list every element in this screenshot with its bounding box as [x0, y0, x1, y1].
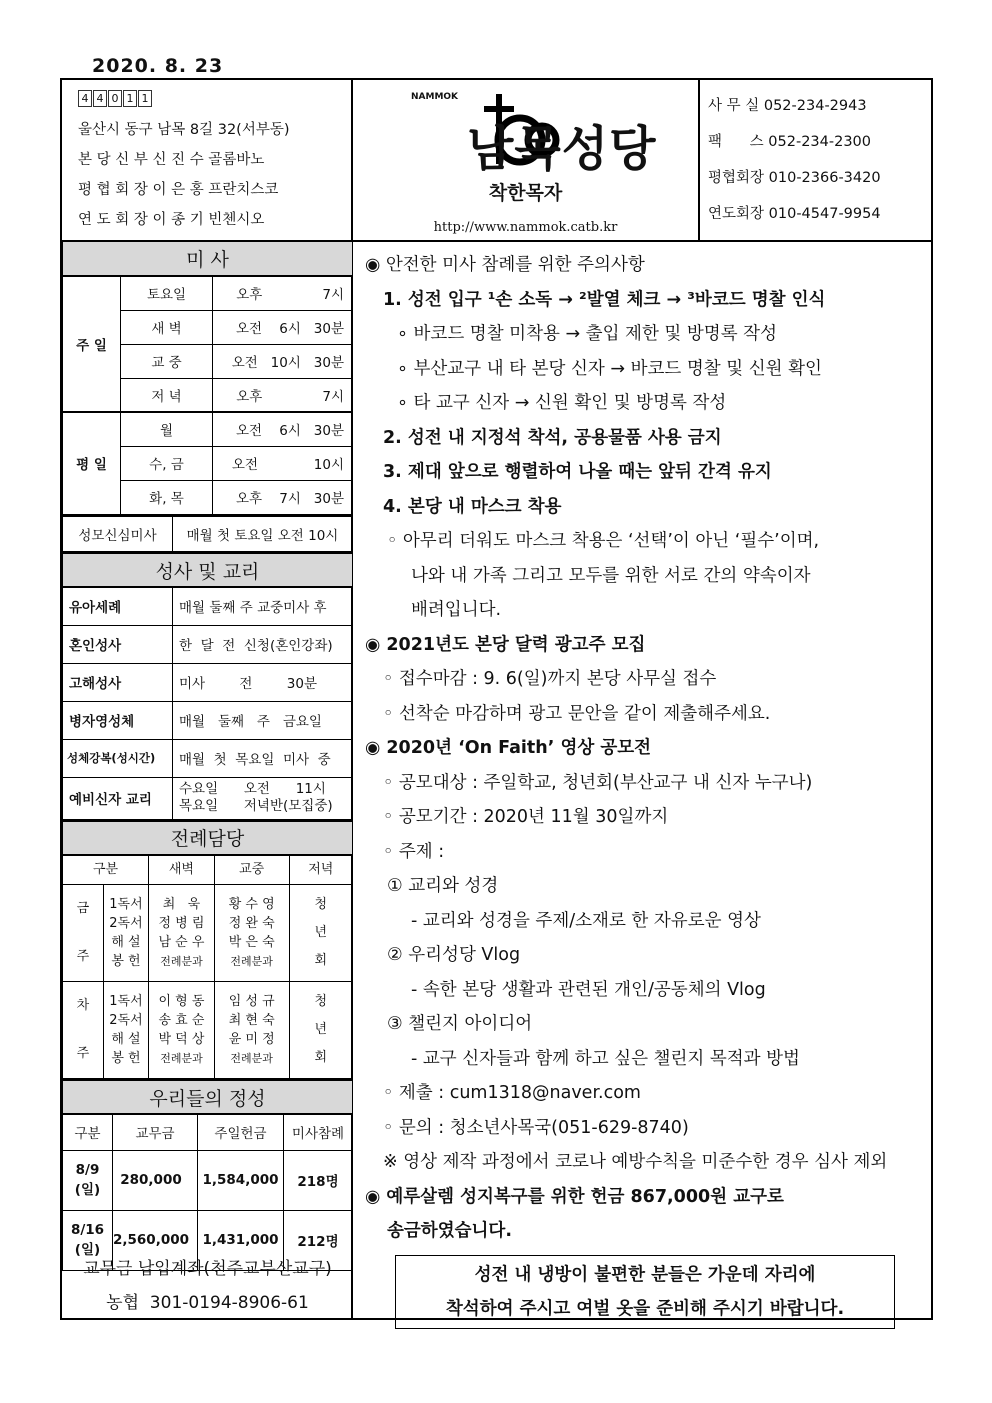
offering-date	[63, 1150, 113, 1210]
zip-digit: 1	[138, 90, 152, 107]
assignee: 회	[314, 1050, 328, 1065]
rite-value: 매월 둘째 주 금요일	[173, 701, 353, 739]
catechumen-line: 목요일 저녁반(모집중)	[179, 798, 333, 814]
assignee: 회	[314, 953, 328, 968]
column-header: 새벽	[149, 855, 215, 885]
table-row	[63, 1114, 353, 1150]
table-row	[63, 701, 353, 739]
church-logo	[371, 88, 681, 177]
contact-value: 052-234-2300	[768, 134, 871, 150]
mass-day: 수, 금	[121, 446, 213, 480]
notice-line: ① 교리와 성경	[387, 876, 499, 896]
mass-day: 월	[121, 412, 213, 446]
account-info	[62, 1252, 353, 1320]
rite-value: 한 달 전 신청(혼인강좌)	[173, 625, 353, 663]
mass-day: 교 중	[121, 344, 213, 378]
week-label	[63, 982, 104, 1079]
mass-time: 오후 7시 30분	[213, 480, 353, 514]
bulletin-date: 2020. 8. 23	[92, 55, 224, 77]
table-row	[63, 663, 353, 701]
notice-line: ◦ 공모기간 : 2020년 11월 30일까지	[383, 807, 669, 827]
contact-list	[698, 80, 931, 240]
address: 울산시 동구 남목 8길 32(서부동)	[78, 122, 290, 138]
notice-line: ∘ 바코드 명찰 미착용 → 출입 제한 및 방명록 작성	[397, 324, 777, 344]
motto: 착한목자	[488, 182, 563, 204]
mass-time: 오전 10시 30분	[213, 344, 353, 378]
notice-line: 송금하였습니다.	[387, 1221, 512, 1241]
mass-time: 오전 6시 30분	[213, 310, 353, 344]
column-header: 구분	[63, 855, 149, 885]
notice-line: - 속한 본당 생활과 관련된 개인/공동체의 Vlog	[411, 979, 766, 1000]
assignee: 황 수 영	[228, 897, 275, 912]
notice-line: ◉ 2021년도 본당 달력 광고주 모집	[365, 634, 646, 655]
week-label-top: 차	[76, 998, 90, 1013]
left-column	[62, 242, 353, 1320]
mass-day: 저 녁	[121, 378, 213, 412]
notice-line: ※ 영상 제작 과정에서 코로나 예방수칙을 미준수한 경우 심사 제외	[383, 1152, 888, 1172]
week-label-bottom: 주	[76, 949, 90, 964]
pastor: 본 당 신 부 신 진 수 골롬바노	[78, 152, 265, 168]
notice-line: ◦ 문의 : 청소년사목국(051-629-8740)	[383, 1117, 689, 1138]
notice-line: ◦ 공모대상 : 주일학교, 청년회(부산교구 내 신자 누구나)	[383, 772, 813, 793]
church-logo-block	[355, 80, 696, 240]
mass-day: 새 벽	[121, 310, 213, 344]
contact-label: 사 무 실	[708, 98, 760, 114]
table-row	[63, 855, 353, 885]
liturgy-title: 전례담당	[63, 821, 353, 855]
account-label: 교무금 납입계좌(천주교부산교구)	[83, 1259, 332, 1279]
sunday-offering: 1,431,000	[198, 1210, 284, 1270]
mass-day: 화, 목	[121, 480, 213, 514]
notice-line: ◦ 선착순 마감하며 광고 문안을 같이 제출해주세요.	[383, 703, 771, 724]
column-header: 구분	[63, 1114, 113, 1150]
notice-line: - 교구 신자들과 함께 하고 싶은 챌린지 목적과 방법	[411, 1048, 800, 1069]
contact-label: 연도회장	[708, 206, 765, 222]
cooling-notice-box	[395, 1255, 895, 1329]
assignee: 년	[314, 925, 328, 940]
attendance: 218명	[284, 1150, 353, 1210]
assignee: 전례분과	[230, 955, 273, 968]
rites-title: 성사 및 교리	[63, 553, 353, 587]
contact-label: 팩 스	[708, 134, 764, 150]
notice-line: 3. 제대 앞으로 행렬하여 나올 때는 앞뒤 간격 유지	[383, 462, 772, 482]
role: 1독서	[109, 994, 143, 1009]
contact-fax	[708, 130, 931, 166]
mass-time: 오후 7시	[213, 378, 353, 412]
mass-time: 오전 10시	[213, 446, 353, 480]
rite-value: 미사 전 30분	[173, 663, 353, 701]
assignee: 박 은 숙	[228, 935, 275, 950]
notice-line: ② 우리성당 Vlog	[387, 945, 521, 965]
assignee: 이 형 동	[158, 994, 205, 1009]
sunday-offering: 1,584,000	[198, 1150, 284, 1210]
rite-value	[173, 777, 353, 819]
contact-office	[708, 94, 931, 130]
assignee: 윤 미 정	[228, 1032, 275, 1047]
notice-line: 4. 본당 내 마스크 착용	[383, 496, 562, 517]
dawn-assignees	[149, 982, 215, 1079]
table-row	[63, 739, 353, 777]
evening-assignees	[289, 885, 352, 982]
tithe-amount: 280,000	[113, 1150, 198, 1210]
sunday-label: 주 일	[63, 276, 121, 412]
date-line: 8/9	[75, 1162, 100, 1178]
rite-label: 병자영성체	[63, 701, 173, 739]
attendance: 212명	[284, 1210, 353, 1270]
role: 해 설	[111, 935, 141, 950]
date-line: (일)	[74, 1242, 101, 1258]
main-assignees	[214, 885, 289, 982]
weekday-label: 평 일	[63, 412, 121, 514]
rite-label: 혼인성사	[63, 625, 173, 663]
column-header: 교무금	[113, 1114, 198, 1150]
notice-line: 나와 내 가족 그리고 모두를 위한 서로 간의 약속이자	[411, 565, 811, 586]
role: 1독서	[109, 897, 143, 912]
role: 봉 헌	[111, 1051, 141, 1066]
table-row	[63, 276, 353, 310]
assignee: 최 욱	[162, 897, 201, 912]
roles	[103, 982, 148, 1079]
council-president: 평 협 회 장 이 은 홍 프란치스코	[78, 182, 279, 198]
assignee: 청	[314, 897, 328, 912]
catechumen-line: 수요일 오전 11시	[179, 781, 326, 797]
bulletin-frame	[60, 78, 933, 1320]
week-label-top: 금	[76, 901, 90, 916]
notice-line: 2. 성전 내 지정석 착석, 공용물품 사용 금지	[383, 427, 722, 448]
contact-value: 052-234-2943	[763, 98, 867, 114]
notice-line: ∘ 부산교구 내 타 본당 신자 → 바코드 명찰 및 신원 확인	[397, 358, 822, 379]
notice-line: ◦ 아무리 더워도 마스크 착용은 ‘선택’이 아닌 ‘필수’이며,	[387, 531, 820, 551]
church-name: 남목성당	[467, 121, 657, 177]
rite-label: 고해성사	[63, 663, 173, 701]
notice-list	[365, 248, 931, 1249]
table-row	[63, 516, 353, 552]
notice-line: ◉ 안전한 미사 참례를 위한 주의사항	[365, 255, 645, 275]
rite-label: 유아세례	[63, 587, 173, 625]
date-line: (일)	[74, 1182, 101, 1198]
rite-label: 예비신자 교리	[63, 777, 173, 819]
zip-code	[78, 90, 153, 107]
box-line: 착석하여 주시고 여벌 옷을 준비해 주시기 바랍니다.	[445, 1298, 845, 1319]
zip-digit: 4	[78, 90, 92, 107]
column-header: 저녁	[289, 855, 352, 885]
contact-label: 평협회장	[708, 170, 765, 186]
mass-day: 토요일	[121, 276, 213, 310]
week-label	[63, 885, 104, 982]
column-header: 주일헌금	[198, 1114, 284, 1150]
contact-council	[708, 166, 931, 202]
notice-line: ◦ 접수마감 : 9. 6(일)까지 본당 사무실 접수	[383, 669, 717, 689]
column-header: 미사참례	[284, 1114, 353, 1150]
assignee: 년	[314, 1022, 328, 1037]
table-row	[63, 587, 353, 625]
notice-line: ∘ 타 교구 신자 → 신원 확인 및 방명록 작성	[397, 393, 727, 413]
notice-line: ◦ 주제 :	[383, 841, 445, 862]
date-line: 8/16	[70, 1222, 105, 1238]
contact-value: 010-4547-9954	[768, 206, 881, 222]
role: 봉 헌	[111, 954, 141, 969]
role: 2독서	[109, 1013, 143, 1028]
notice-line: 배려입니다.	[411, 600, 502, 620]
contact-legion	[708, 202, 931, 238]
table-row	[63, 885, 353, 982]
assignee: 정 완 숙	[228, 916, 275, 931]
mass-time: 오후 7시	[213, 276, 353, 310]
role: 2독서	[109, 916, 143, 931]
header	[62, 80, 931, 242]
notice-line: - 교리와 성경을 주제/소재로 한 자유로운 영상	[411, 910, 761, 931]
heart-mass-value: 매월 첫 토요일 오전 10시	[173, 516, 353, 552]
dawn-assignees	[149, 885, 215, 982]
assignee: 박 덕 상	[158, 1032, 205, 1047]
contact-value: 010-2366-3420	[768, 170, 881, 186]
notice-line: ◉ 2020년 ‘On Faith’ 영상 공모전	[365, 738, 652, 758]
heart-mass-table	[62, 515, 353, 553]
box-line: 성전 내 냉방이 불편한 분들은 가운데 자리에	[474, 1264, 816, 1285]
mass-title: 미 사	[63, 242, 353, 276]
assignee: 남 순 우	[158, 935, 205, 950]
zip-digit: 0	[108, 90, 122, 107]
table-row	[63, 982, 353, 1079]
account-number: 농협 301-0194-8906-61	[106, 1293, 309, 1313]
tithe-amount: 2,560,000	[113, 1210, 198, 1270]
assignee: 최 현 숙	[228, 1013, 275, 1028]
offerings-title: 우리들의 정성	[63, 1080, 353, 1114]
rites-table	[62, 552, 353, 820]
notice-line: ◦ 제출 : cum1318@naver.com	[383, 1083, 641, 1103]
rite-value: 매월 첫 목요일 미사 중	[173, 739, 353, 777]
rite-value: 매월 둘째 주 교중미사 후	[173, 587, 353, 625]
notice-line: ③ 챌린지 아이디어	[387, 1014, 533, 1034]
assignee: 임 성 규	[228, 994, 275, 1009]
legion-president: 연 도 회 장 이 종 기 빈첸시오	[78, 212, 265, 228]
mass-time: 오전 6시 30분	[213, 412, 353, 446]
week-label-bottom: 주	[76, 1046, 90, 1061]
notice-line: ◉ 예루살렘 성지복구를 위한 헌금 867,000원 교구로	[365, 1186, 784, 1207]
role: 해 설	[111, 1032, 141, 1047]
assignee: 정 병 림	[158, 916, 205, 931]
website-link[interactable]: http://www.nammok.catb.kr	[433, 220, 618, 235]
table-row	[63, 625, 353, 663]
offerings-table	[62, 1079, 353, 1271]
heart-mass-label: 성모신심미사	[63, 516, 173, 552]
church-info	[62, 80, 353, 240]
assignee: 전례분과	[230, 1052, 273, 1065]
mass-schedule-table	[62, 242, 353, 515]
logo-subtext: NAMMOK	[411, 92, 459, 102]
assignee: 전례분과	[160, 1052, 203, 1065]
notices-column	[355, 242, 931, 1320]
zip-digit: 1	[123, 90, 137, 107]
column-header: 교중	[214, 855, 289, 885]
notice-line: 1. 성전 입구 ¹손 소독 → ²발열 체크 → ³바코드 명찰 인식	[383, 289, 826, 310]
liturgy-table	[62, 820, 353, 1080]
assignee: 전례분과	[160, 955, 203, 968]
table-row	[63, 1150, 353, 1210]
rite-label: 성체강복(성시간)	[63, 739, 173, 777]
assignee: 송 효 순	[158, 1013, 205, 1028]
table-row	[63, 777, 353, 819]
zip-digit: 4	[93, 90, 107, 107]
evening-assignees	[289, 982, 352, 1079]
assignee: 청	[314, 994, 328, 1009]
table-row	[63, 412, 353, 446]
main-assignees	[214, 982, 289, 1079]
roles	[103, 885, 148, 982]
